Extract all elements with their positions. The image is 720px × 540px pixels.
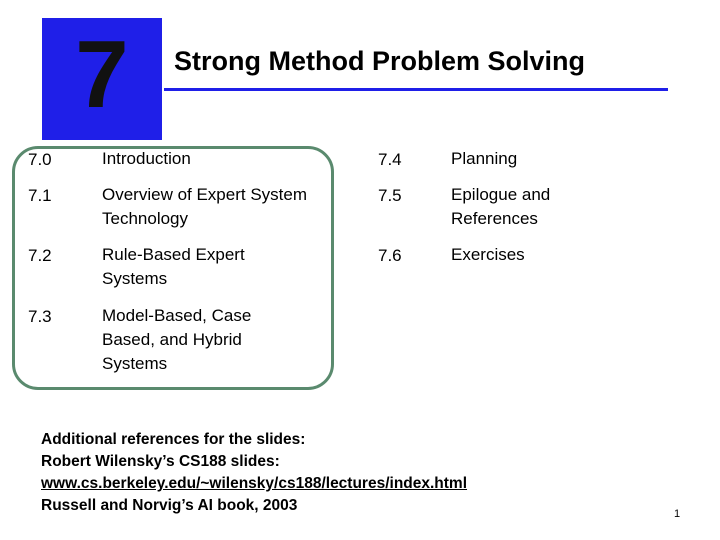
toc-label: Introduction: [102, 149, 191, 168]
references-block: [41, 429, 467, 517]
page-number: 1: [674, 508, 681, 520]
toc-label: Rule-Based Expert Systems: [102, 245, 245, 288]
toc-label: Overview of Expert System Technology: [102, 185, 308, 228]
toc-label: Model-Based, Case Based, and Hybrid Systems: [102, 306, 252, 373]
slide-title: Strong Method Problem Solving: [174, 46, 585, 76]
toc-number: 7.1: [28, 186, 52, 205]
toc-number: 7.2: [28, 246, 52, 265]
chapter-number: 7: [75, 21, 129, 128]
toc-number: 7.4: [378, 150, 402, 169]
toc-label: Epilogue and References: [451, 185, 551, 228]
toc-label: Exercises: [451, 245, 525, 264]
toc-number: 7.3: [28, 307, 52, 326]
references-heading: Additional references for the slides:: [41, 431, 306, 448]
references-link[interactable]: www.cs.berkeley.edu/~wilensky/cs188/lectures/index.html: [41, 475, 468, 492]
title-underline: [164, 88, 668, 91]
chapter-number-box: [42, 18, 162, 140]
toc-label: Planning: [451, 149, 518, 168]
toc-number: 7.5: [378, 186, 402, 205]
toc-number: 7.0: [28, 150, 52, 169]
references-line: Russell and Norvig’s AI book, 2003: [41, 497, 298, 514]
toc-number: 7.6: [378, 246, 402, 265]
references-line: Robert Wilensky’s CS188 slides:: [41, 453, 280, 470]
